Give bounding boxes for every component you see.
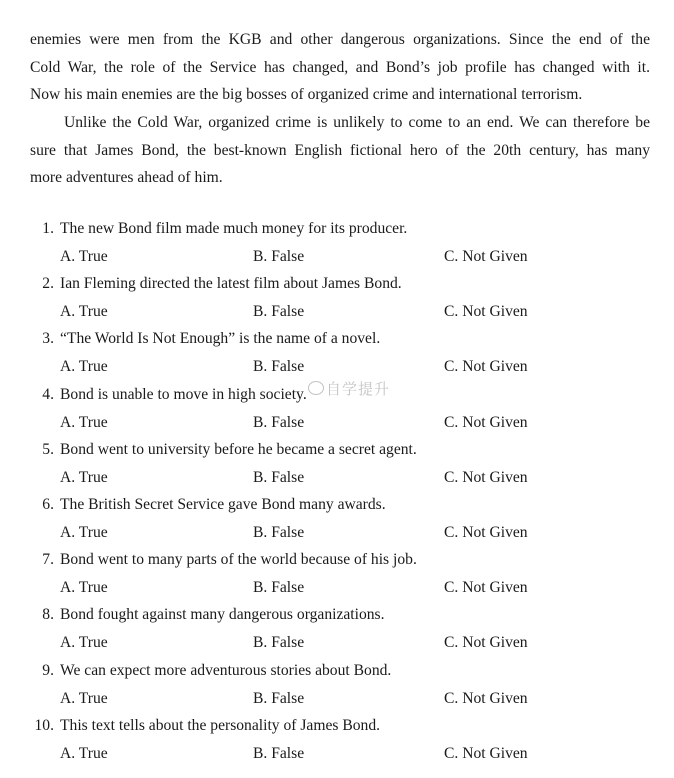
question-text: Ian Fleming directed the latest film about James Bond. (60, 275, 402, 293)
question-text: This text tells about the personality of James Bond. (60, 716, 381, 734)
option-false[interactable]: B. False (253, 634, 305, 652)
option-true[interactable]: A. True (60, 523, 108, 541)
option-false[interactable]: B. False (253, 248, 305, 265)
question-number: 3. (42, 330, 54, 348)
question-text: The British Secret Service gave Bond many awards. (60, 495, 386, 513)
option-false[interactable]: B. False (253, 689, 305, 707)
option-true[interactable]: A. True (60, 248, 108, 265)
question-stem (28, 606, 385, 624)
passage-line: sure that James Bond, the best-known English fictional hero of the 20th century, has many (30, 141, 650, 159)
option-false[interactable]: B. False (253, 744, 305, 762)
question-item (0, 549, 674, 604)
option-true[interactable]: A. True (60, 303, 108, 321)
option-not-given[interactable]: C. Not Given (444, 634, 528, 652)
question-number: 6. (42, 495, 54, 513)
question-item (0, 439, 674, 494)
option-not-given[interactable]: C. Not Given (444, 248, 528, 265)
question-list (0, 218, 674, 770)
question-number: 1. (42, 220, 54, 237)
question-item (0, 328, 674, 383)
option-false[interactable]: B. False (253, 579, 305, 597)
question-text: We can expect more adventurous stories about Bond. (60, 661, 392, 679)
question-item (0, 218, 674, 273)
passage-line: enemies were men from the KGB and other dangerous organizations. Since the end of the (30, 31, 650, 48)
question-number: 9. (42, 661, 54, 679)
question-number: 5. (42, 440, 54, 458)
question-stem (28, 220, 407, 238)
question-number: 7. (42, 551, 54, 569)
option-false[interactable]: B. False (253, 468, 305, 486)
option-not-given[interactable]: C. Not Given (444, 413, 528, 431)
option-false[interactable]: B. False (253, 523, 305, 541)
option-not-given[interactable]: C. Not Given (444, 689, 528, 707)
question-stem (28, 496, 386, 514)
option-false[interactable]: B. False (253, 413, 305, 431)
question-text: Bond went to many parts of the world because of his job. (60, 551, 417, 569)
question-text: “The World Is Not Enough” is the name of a novel. (60, 330, 381, 348)
question-item (0, 494, 674, 549)
question-stem (28, 662, 391, 680)
watermark-text: 自学提升 (326, 380, 391, 398)
option-true[interactable]: A. True (60, 744, 108, 762)
option-not-given[interactable]: C. Not Given (444, 468, 528, 486)
question-number: 2. (42, 275, 54, 293)
option-false[interactable]: B. False (253, 303, 305, 321)
option-not-given[interactable]: C. Not Given (444, 744, 528, 762)
question-number: 8. (42, 606, 54, 624)
option-not-given[interactable]: C. Not Given (444, 579, 528, 597)
option-true[interactable]: A. True (60, 468, 108, 486)
passage-line: Unlike the Cold War, organized crime is unlikely to come to an end. We can therefore be (64, 114, 650, 131)
question-stem (28, 717, 380, 735)
option-true[interactable]: A. True (60, 634, 108, 652)
question-number: 4. (42, 385, 54, 403)
watermark (308, 378, 390, 399)
option-not-given[interactable]: C. Not Given (444, 358, 528, 376)
question-stem (28, 441, 417, 459)
question-text: The new Bond film made much money for its producer. (60, 220, 408, 237)
question-item (0, 273, 674, 328)
passage-line: Now his main enemies are the big bosses of organized crime and international terrorism. (30, 86, 583, 103)
option-not-given[interactable]: C. Not Given (444, 303, 528, 321)
question-stem (28, 386, 307, 404)
passage-line: more adventures ahead of him. (30, 169, 223, 186)
watermark-logo-icon (308, 381, 324, 395)
question-stem (28, 551, 417, 569)
question-number: 10. (34, 716, 54, 734)
option-true[interactable]: A. True (60, 358, 108, 376)
question-text: Bond went to university before he became a secret agent. (60, 440, 417, 458)
question-stem (28, 275, 402, 293)
question-item (0, 715, 674, 770)
option-true[interactable]: A. True (60, 579, 108, 597)
passage-line: Cold War, the role of the Service has changed, and Bond’s job profile has changed with it. (30, 58, 650, 76)
option-false[interactable]: B. False (253, 358, 305, 376)
option-not-given[interactable]: C. Not Given (444, 523, 528, 541)
question-text: Bond is unable to move in high society. (60, 385, 307, 403)
question-stem (28, 330, 380, 348)
question-item (0, 660, 674, 715)
question-item (0, 604, 674, 659)
option-true[interactable]: A. True (60, 413, 108, 431)
option-true[interactable]: A. True (60, 689, 108, 707)
question-text: Bond fought against many dangerous organizations. (60, 606, 385, 624)
passage-paragraph-1 (30, 26, 650, 109)
passage-paragraph-2 (30, 109, 650, 192)
